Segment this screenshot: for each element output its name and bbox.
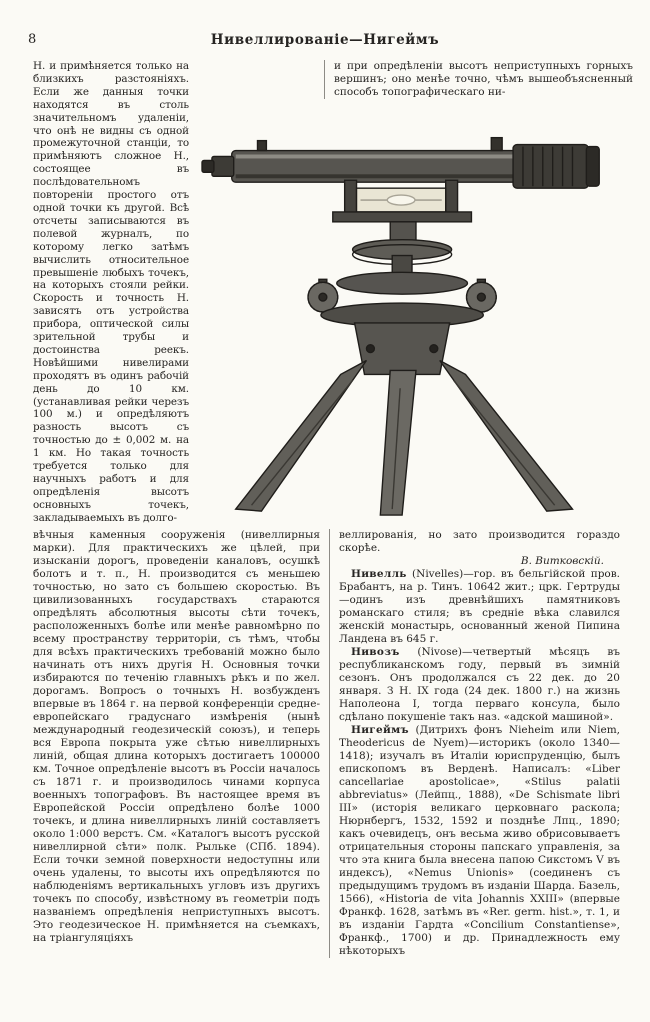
page-number: 8: [28, 32, 37, 47]
entry-nivose: [339, 646, 620, 724]
entry-text: (Nivose)—четвертый мѣсяцъ въ республиканскомъ году, первый въ зимній сезонъ. Онъ продолжался съ 22 дек. до 20 января. З Н. IX года (24 дек. 1800 г.) на жизнь Наполеона I, тогда перваго консула, было сдѣлано покушеніе такъ наз. «адской машиной».: [339, 646, 620, 723]
left-column-bottom-text: вѣчныя каменныя сооруженія (нивеллирныя марки). Для практическихъ же цѣлей, при изысканіи дорогъ, проведеніи каналовъ, осушкѣ болотъ и т. п., Н. производится съ меньшею точностью, но зато съ большею скоростью. Въ цивилизованныхъ государствахъ стараются опредѣлять абсолютныя высоты сѣти точекъ, расположенныхъ болѣе или менѣе равномѣрно по всему пространству территоріи, съ тѣмъ, чтобы для всѣхъ практическихъ требованій можно было начинать отъ нихъ другія Н. Основныя точки избираются по теченію главныхъ рѣкъ и по жел. дорогамъ. Вопросъ о точныхъ Н. возбужденъ впервые въ 1864 г. на первой конференціи средне-европейскаго градуснаго измѣренія (нынѣ международный геодезическій союзъ), и теперь вся Европа покрыта уже сѣтью нивеллирныхъ линій, общая длина которыхъ достигаетъ 100000 км. Точное опредѣленіе высотъ въ Россіи началось съ 1871 г. и производилось чинами корпуса военныхъ топографовъ. Въ настоящее время въ Европейской Россіи опредѣлено болѣе 1000 точекъ, и длина нивеллирныхъ линій составляетъ около 1:000 верстъ. См. «Каталогъ высотъ русской нивеллирной сѣти» полк. Рыльке (СПб. 1894). Если точки земной поверхности недоступны или очень удалены, то высоты ихъ опредѣляются по наблюденіямъ вертикальныхъ угловъ изъ другихъ точекъ по способу, извѣстному въ геометріи подъ названіемъ опредѣленія неприступныхъ высотъ. Это геодезическое Н. примѣняется на съемкахъ, на тріангуляціяхъ: [33, 529, 320, 944]
right-column-continuation: веллированія, но зато производится гораздо скорѣе.: [339, 529, 620, 554]
figure-wrap: [195, 101, 633, 525]
entry-nieheim: [339, 724, 620, 958]
entry-term: Нигеймъ: [351, 724, 409, 736]
right-column-bottom: [330, 529, 620, 958]
top-section: [0, 52, 650, 525]
right-column-top-text: и при опредѣленіи высотъ неприступныхъ горныхъ вершинъ; оно менѣе точно, чѣмъ вышеобъясненный способъ топографическаго ни-: [324, 60, 633, 99]
top-right-area: [195, 60, 633, 525]
level-instrument: [202, 138, 599, 327]
entry-term: Нивозъ: [351, 646, 400, 658]
tripod: [236, 323, 573, 515]
page-header: [0, 0, 650, 52]
entry-term: Нивелль: [351, 568, 407, 580]
bottom-section: [0, 525, 650, 958]
left-column-top-text: Н. и примѣняется только на близкихъ разстояніяхъ. Если же данныя точки находятся въ столь значительномъ удаленіи, что онѣ не видны съ одной промежуточной станціи, то примѣняютъ сложное Н., состоящее въ послѣдовательномъ повтореніи простого отъ одной точки къ другой. Всѣ отсчеты записываются въ полевой журналъ, по которому легко затѣмъ вычислить относительное превышеніе любыхъ точекъ, на которыхъ стояли рейки. Скорость и точность Н. зависятъ отъ устройства прибора, оптической силы зрительной трубы и достоинства реекъ. Новѣйшими нивелирами проходятъ въ одинъ рабочій день до 10 км. (устанавливая рейки черезъ 100 м.) и опредѣляютъ разность высотъ съ точностью до ± 0,002 м. на 1 км. Но такая точность требуется только для научныхъ работъ и для опредѣленія высотъ основныхъ точекъ, закладываемыхъ въ долго-: [33, 60, 189, 524]
entry-nivelle: [339, 568, 620, 646]
surveying-level-engraving-icon: [195, 101, 633, 521]
left-column-bottom: [33, 529, 330, 958]
running-title: Нивеллированіе—Нигеймъ: [210, 32, 440, 48]
entry-text: (Дитрихъ фонъ Nieheim или Niem, Theodericus de Nyem)—историкъ (около 1340—1418); изучалъ въ Италіи юриспруденцію, былъ епископомъ въ Верденѣ. Написалъ: «Liber cancellariae apostolicae», «Stilus palatii abbreviatus» (Лейпц., 1888), «De Schismate libri III» (исторія великаго церковнаго раскола; Нюрнбергъ, 1532, 1592 и позднѣе Лпц., 1890; какъ очевидецъ, онъ весьма живо обрисовываетъ отрицательныя стороны папскаго управленія, за что эта книга была внесена папою Сикстомъ V въ индексъ), «Nemus Unionis» (соединенъ съ предыдущимъ трудомъ въ изданіи Шарда. Базель, 1566), «Historia de vita Johannis XXIII» (впервые Франкф. 1628, затѣмъ въ «Rer. germ. hist.», т. 1, и въ изданіи Гардта «Concilium Constantiense», Франкф., 1700) и др. Принадлежность ему нѣкоторыхъ: [339, 724, 620, 957]
author-signature: В. Витковскій.: [520, 555, 604, 567]
entry-text: (Nivelles)—гор. въ бельгійской пров. Брабантъ, на р. Тинъ. 10642 жит.; црк. Гертруды—одинъ изъ древнѣйшихъ памятниковъ романскаго стиля; въ средніе вѣка славился женскій монастырь, основанный женой Пипина Ландена въ 645 г.: [339, 568, 620, 645]
